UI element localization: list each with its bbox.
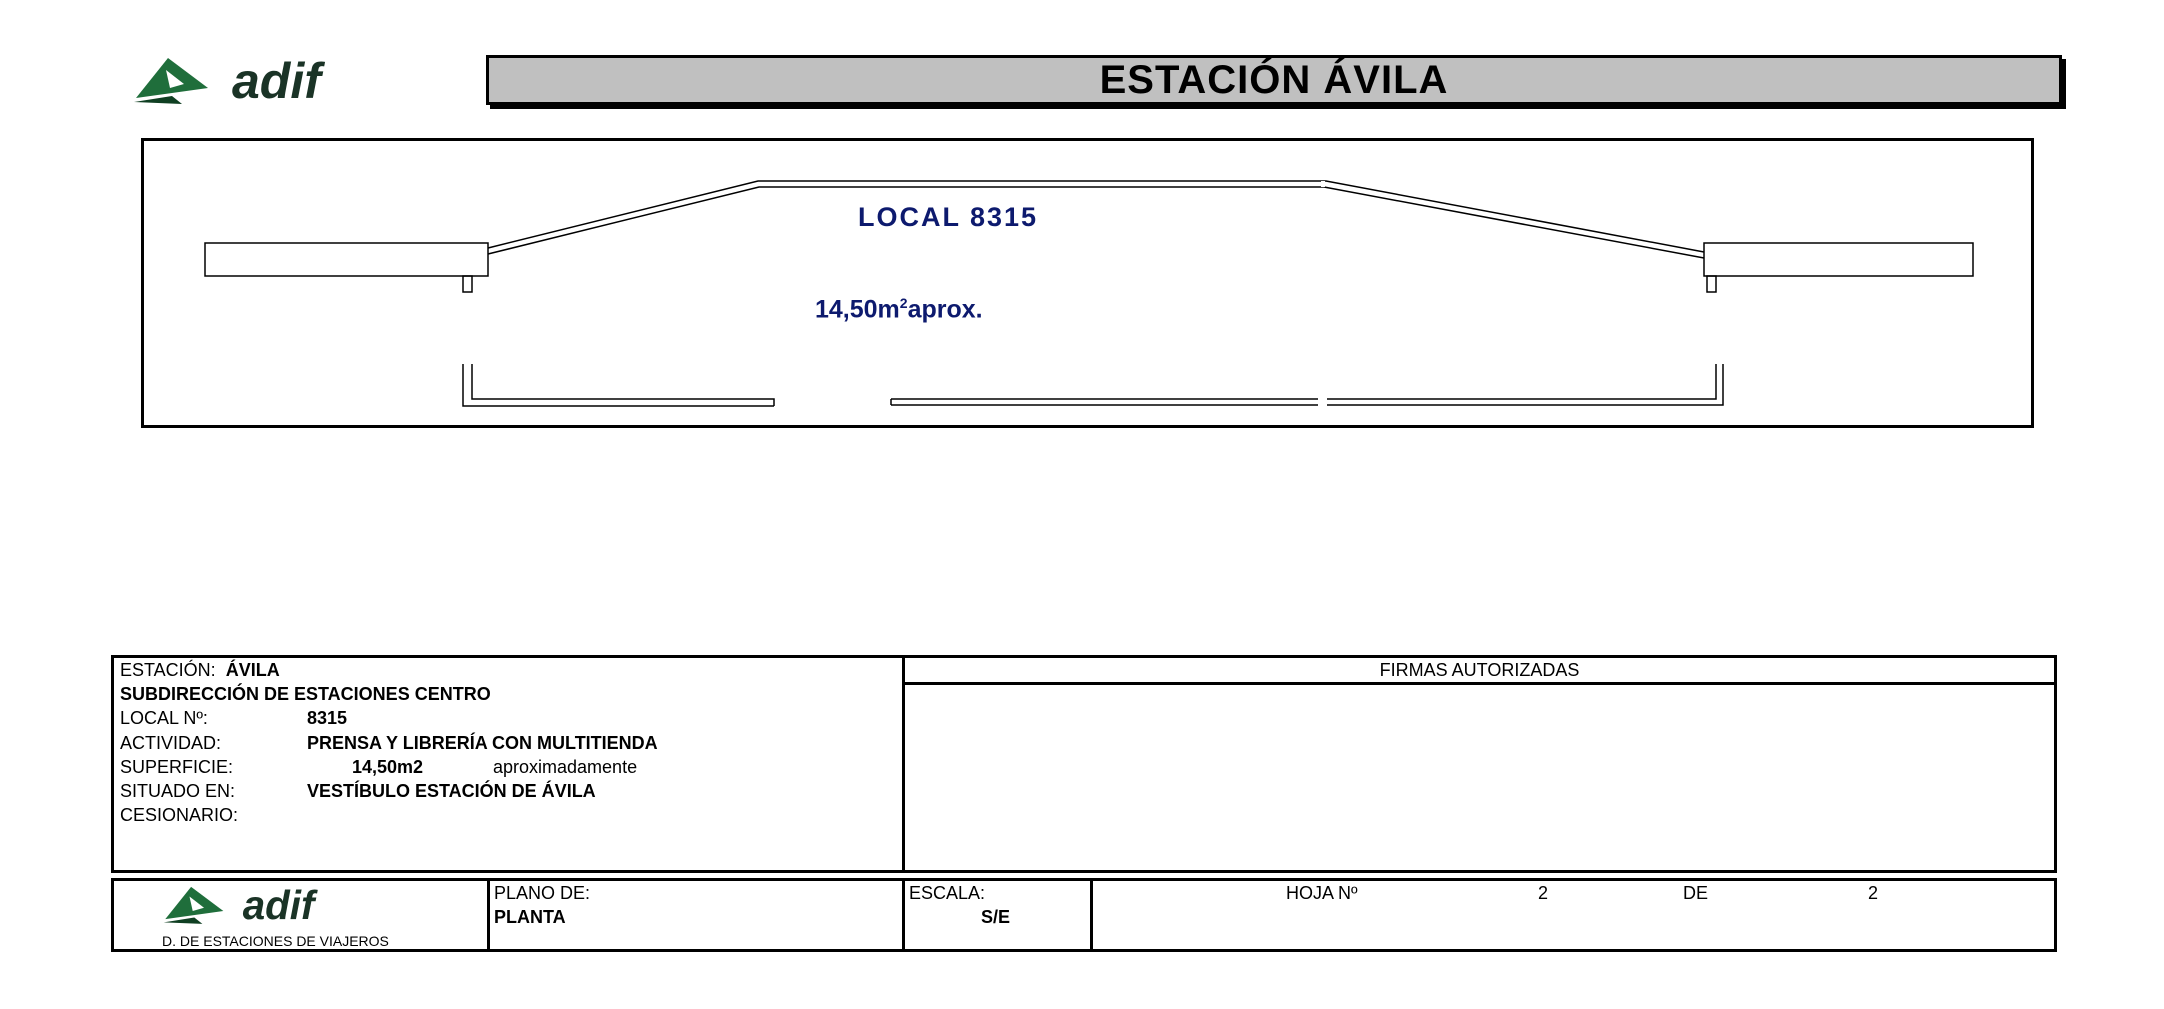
subdireccion: SUBDIRECCIÓN DE ESTACIONES CENTRO: [120, 684, 491, 704]
escala-cell: [905, 881, 1093, 949]
plan-frame: [143, 140, 2033, 427]
lower-wall-left-inner: [472, 364, 774, 406]
logo-wordmark-small: adif: [242, 882, 315, 929]
cartouche-logo-cell: [114, 881, 490, 949]
superficie-note: aproximadamente: [493, 757, 638, 777]
hoja-cell: [1093, 881, 2054, 949]
actividad-label: ACTIVIDAD:: [120, 733, 222, 753]
left-post: [463, 276, 472, 292]
situado-value: VESTÍBULO ESTACIÓN DE ÁVILA: [307, 781, 596, 801]
actividad-value: PRENSA Y LIBRERÍA CON MULTITIENDA: [307, 733, 658, 753]
logo-wordmark: adif: [232, 53, 321, 109]
local-value: 8315: [307, 708, 348, 728]
area-label: $14,50m^2aprox$.: [815, 295, 983, 324]
lower-wall-right-inner: [1327, 364, 1716, 399]
adif-logo-mark: [132, 52, 422, 114]
plano-value: PLANTA: [494, 907, 566, 927]
title-block: [111, 878, 2057, 952]
local-label-field: LOCAL Nº:: [120, 708, 208, 728]
department-label: D. DE ESTACIONES DE VIAJEROS: [162, 933, 389, 949]
superficie-value: 14,50m2: [352, 757, 424, 777]
de-value: 2: [1868, 883, 1879, 903]
adif-logo-small: [134, 882, 424, 932]
de-label: DE: [1683, 883, 1709, 903]
escala-label: ESCALA:: [909, 883, 986, 903]
cesionario-label: CESIONARIO:: [120, 805, 239, 825]
page-title: ESTACIÓN ÁVILA: [1099, 57, 1449, 102]
estacion-value: ÁVILA: [225, 660, 280, 680]
firmas-header: FIRMAS AUTORIZADAS: [905, 658, 2054, 685]
plano-label: PLANO DE:: [494, 883, 591, 903]
upper-wall-outer: [488, 181, 1704, 252]
adif-logo: [132, 52, 422, 114]
hoja-value: 2: [1538, 883, 1549, 903]
floor-plan: [141, 138, 2034, 428]
left-block: [205, 243, 488, 276]
title-box: [486, 55, 2062, 105]
info-table: [111, 655, 2057, 873]
situado-label: SITUADO EN:: [120, 781, 236, 801]
estacion-label: ESTACIÓN:: [120, 660, 216, 680]
superficie-label: SUPERFICIE:: [120, 757, 234, 777]
right-post: [1707, 276, 1716, 292]
local-label: LOCAL 8315: [858, 202, 1039, 232]
escala-value: S/E: [981, 907, 1011, 927]
hoja-label: HOJA Nº: [1286, 883, 1358, 903]
info-details: [114, 658, 905, 870]
upper-wall-inner: [488, 187, 1704, 258]
plano-cell: [490, 881, 905, 949]
right-block: [1704, 243, 1973, 276]
